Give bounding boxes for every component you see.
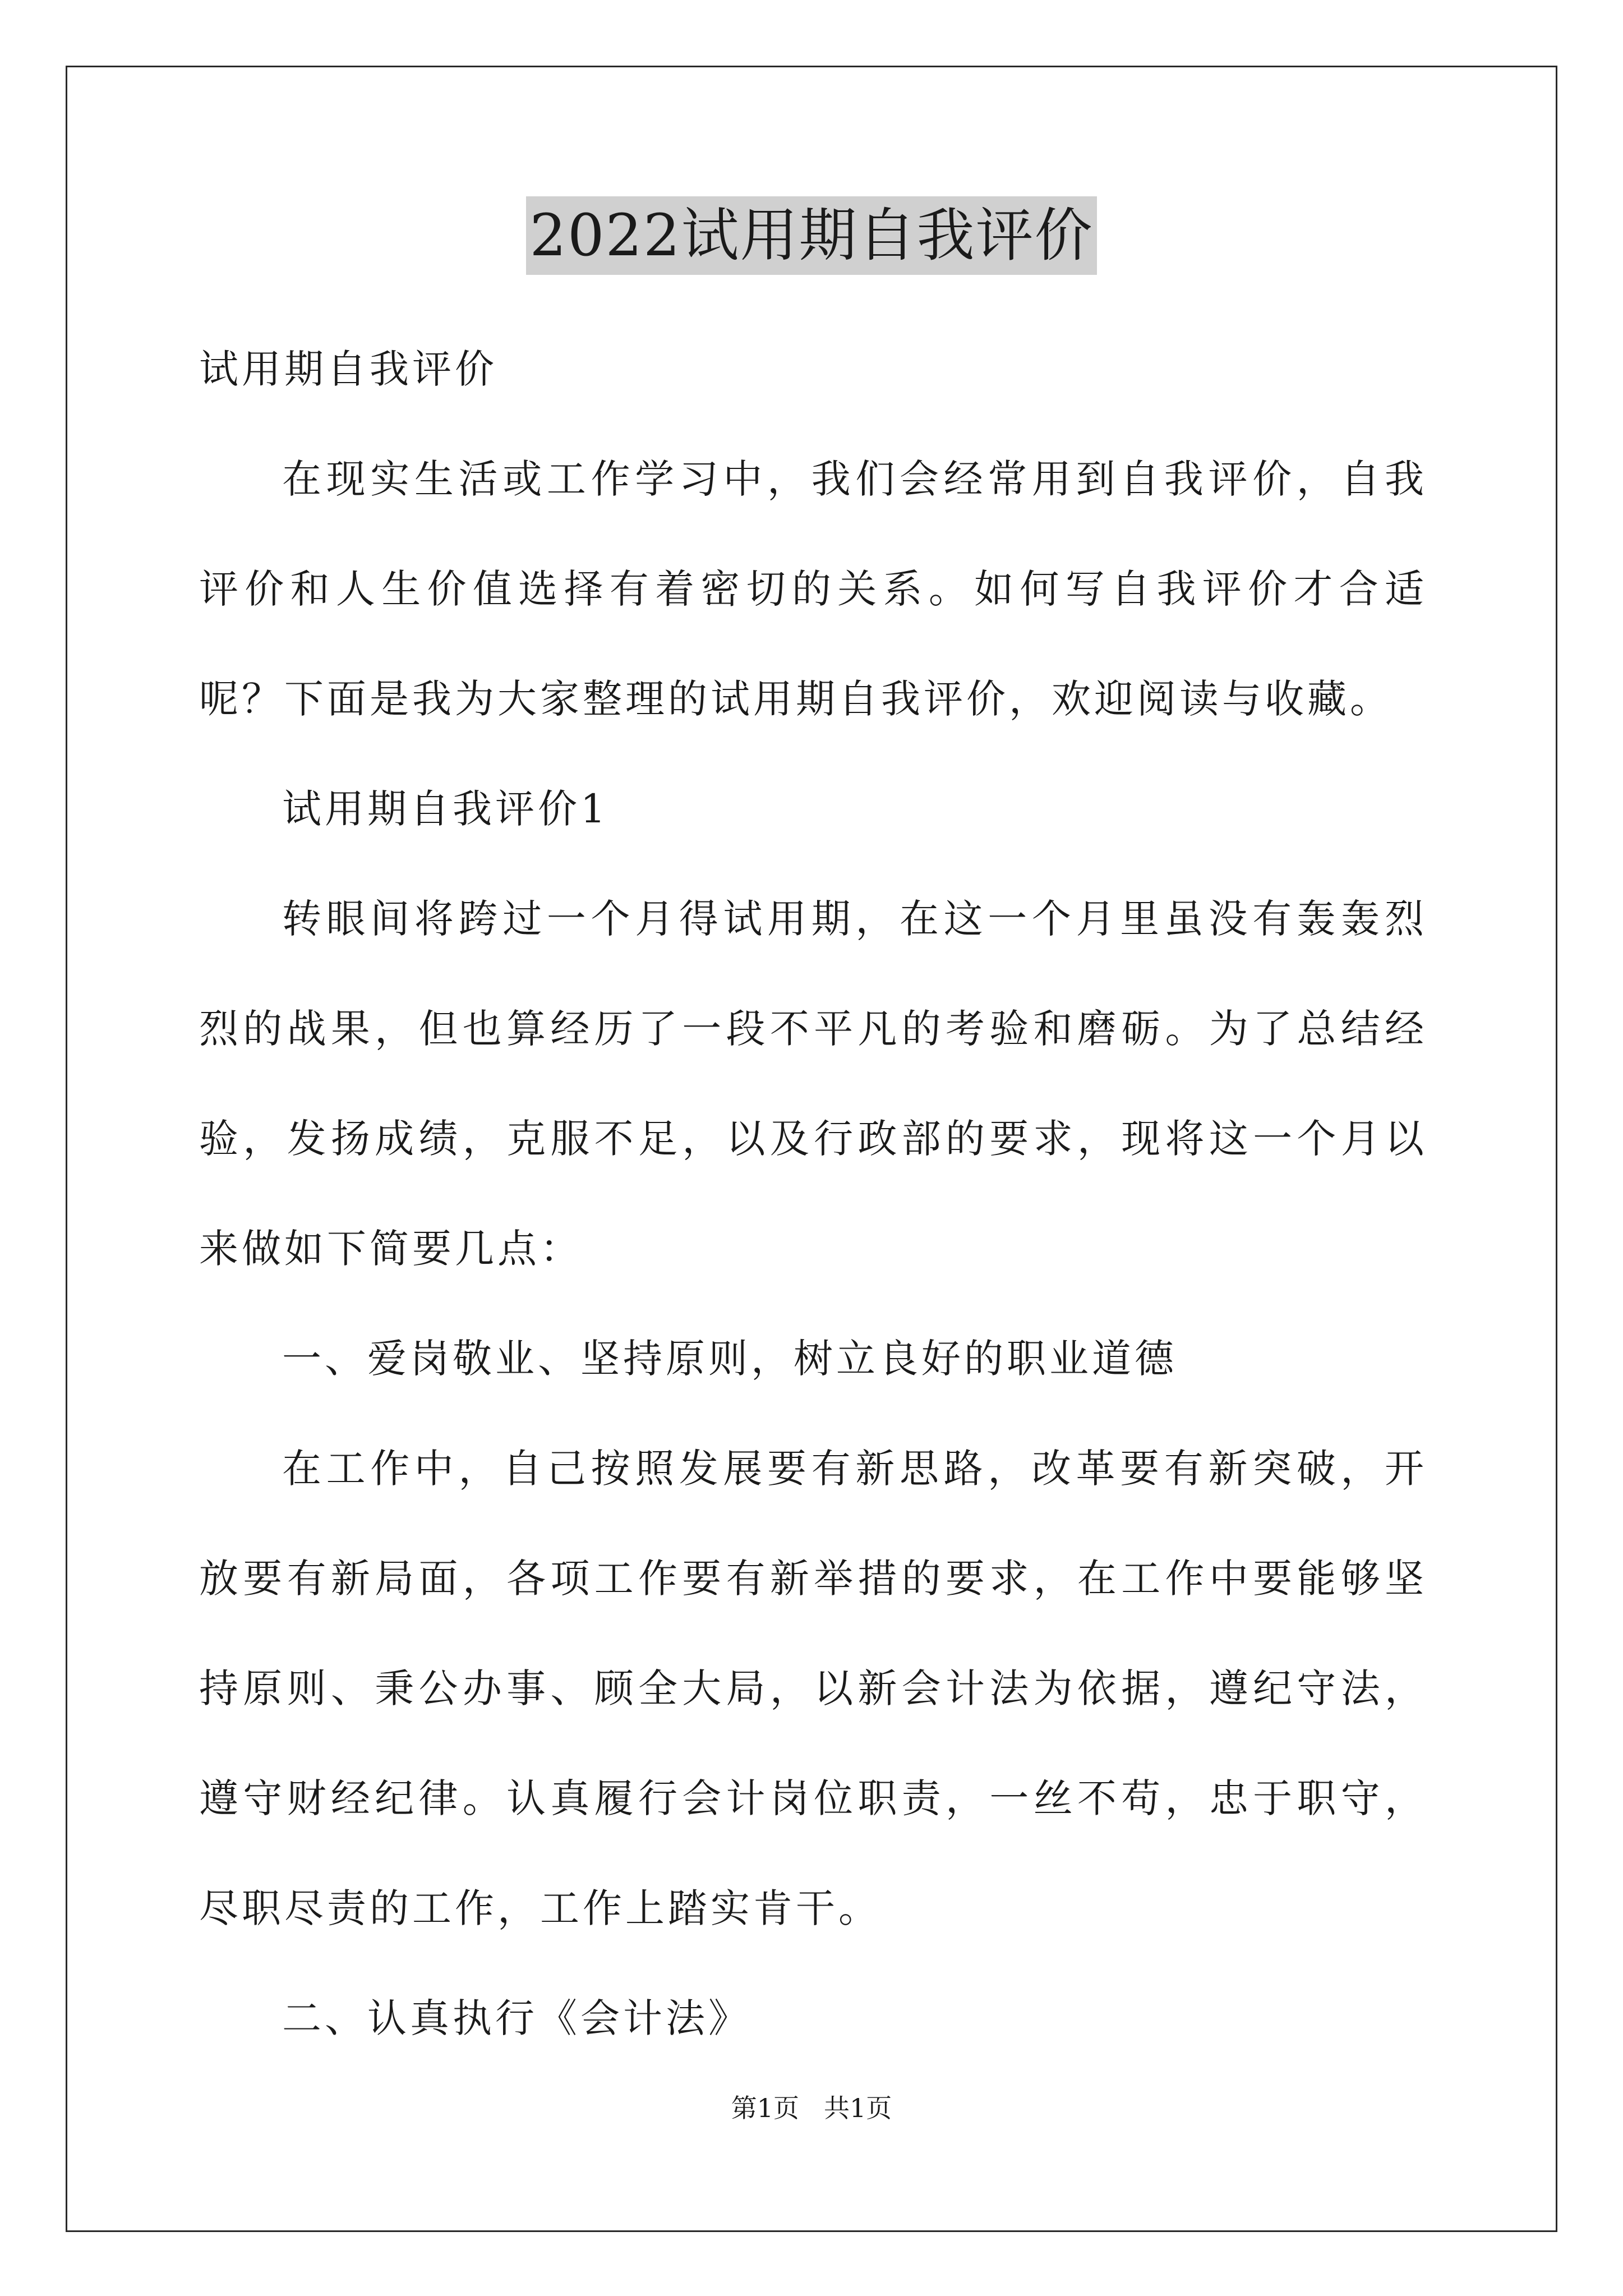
paragraph-heading: 试用期自我评价 xyxy=(199,346,497,392)
document-body xyxy=(199,314,1427,2073)
page-total: 共1页 xyxy=(824,2093,892,2123)
paragraph-intro: 在现实生活或工作学习中，我们会经常用到自我评价，自我评价和人生价值选择有着密切的关系。如何写自我评价才合适呢？下面是我为大家整理的试用期自我评价，欢迎阅读与收藏。 xyxy=(199,456,1427,722)
page-footer xyxy=(0,2091,1623,2125)
paragraph-summary: 转眼间将跨过一个月得试用期，在这一个月里虽没有轰轰烈烈的战果，但也算经历了一段不平凡的考验和磨砺。为了总结经验，发扬成绩，克服不足，以及行政部的要求，现将这一个月以来做如下简要几点： xyxy=(199,896,1427,1272)
section-heading-1: 试用期自我评价1 xyxy=(282,786,609,832)
document-title xyxy=(0,196,1623,275)
subheading-2: 二、认真执行《会计法》 xyxy=(282,1995,751,2041)
paragraph-work: 在工作中，自己按照发展要有新思路，改革要有新突破，开放要有新局面，各项工作要有新举措的要求，在工作中要能够坚持原则、秉公办事、顾全大局，以新会计法为依据，遵纪守法，遵守财经纪律。认真履行会计岗位职责，一丝不苟，忠于职守，尽职尽责的工作，工作上踏实肯干。 xyxy=(199,1446,1427,1931)
title-text: 2022试用期自我评价 xyxy=(526,196,1096,275)
page-number: 第1页 xyxy=(731,2093,799,2123)
subheading-1: 一、爱岗敬业、坚持原则，树立良好的职业道德 xyxy=(282,1336,1177,1382)
